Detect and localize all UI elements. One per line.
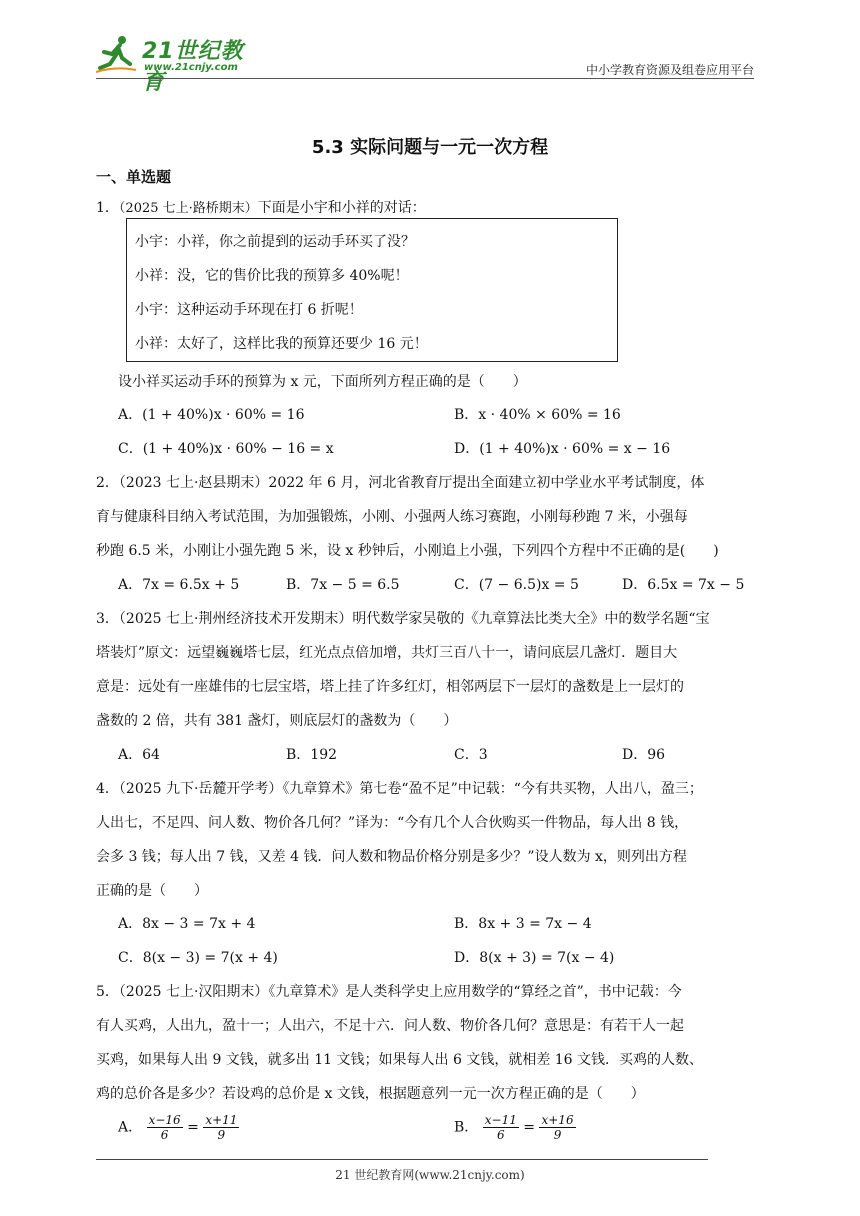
q2-option-d: D．6.5x = 7x − 5 (622, 577, 745, 593)
q1-option-b: B．x · 40% × 60% = 16 (454, 407, 621, 423)
question-2-line: 秒跑 6.5 米，小刚让小强先跑 5 米，设 x 秒钟后，小刚追上小强，下列四个方程中不正确的是( ) (96, 543, 719, 559)
dialog-box (126, 218, 618, 362)
question-2-line: 2．（2023 七上·赵县期末）2022 年 6 月，河北省教育厅提出全面建立初中学业水平考试制度，体 (96, 475, 705, 491)
fraction-numerator: x+16 (541, 1113, 574, 1127)
q2-option-a: A．7x = 6.5x + 5 (118, 577, 240, 593)
dialog-line: 小宇：这种运动手环现在打 6 折呢！ (135, 302, 363, 318)
question-3-line: 意是：远处有一座雄伟的七层宝塔，塔上挂了许多红灯，相邻两层下一层灯的盏数是上一层灯的 (96, 679, 684, 695)
runner-logo-icon (96, 34, 136, 74)
q3-option-a: A．64 (118, 747, 160, 763)
q4-option-a: A．8x − 3 = 7x + 4 (118, 916, 256, 932)
q4-option-d: D．8(x + 3) = 7(x − 4) (454, 950, 615, 966)
section-heading: 一、单选题 (96, 168, 172, 186)
fraction-denominator: 9 (217, 1128, 226, 1142)
question-4-line: 人出七，不足四、问人数、物价各几何？”译为：“今有几个人合伙购买一件物品，每人出 8 钱， (96, 815, 689, 831)
q2-option-b: B．7x − 5 = 6.5 (286, 577, 400, 593)
header-divider (96, 78, 754, 79)
fraction (483, 1113, 519, 1142)
dialog-line: 小祥：太好了，这样比我的预算还要少 16 元！ (135, 336, 428, 352)
q4-option-c: C．8(x − 3) = 7(x + 4) (118, 950, 278, 966)
q5-option-b (454, 1113, 576, 1142)
fraction-denominator: 9 (553, 1128, 562, 1142)
q3-option-b: B．192 (286, 747, 338, 763)
question-5-line: 5．（2025 七上·汉阳期末）《九章算术》是人类科学史上应用数学的“算经之首”，书中记载：今 (96, 984, 682, 1000)
q1-option-d: D．(1 + 40%)x · 60% = x − 16 (454, 441, 671, 457)
equals-sign: = (187, 1119, 199, 1136)
question-5-line: 买鸡，如果每人出 9 文钱，就多出 11 文钱；如果每人出 6 文钱，就相差 16 文钱．买鸡的人数、 (96, 1052, 704, 1068)
fraction-numerator: x+11 (205, 1113, 238, 1127)
footer-divider (96, 1159, 708, 1160)
logo-url: www.21cnjy.com (144, 62, 238, 73)
question-1-number: 1． (96, 200, 119, 216)
question-5-line: 鸡的总价各是多少？若设鸡的总价是 x 文钱，根据题意列一元一次方程正确的是（ ） (96, 1086, 645, 1102)
q5-option-a-label: A． (118, 1119, 143, 1136)
q3-option-d: D．96 (622, 747, 666, 763)
logo-title: 21世纪教育 (142, 39, 244, 95)
fraction (147, 1113, 183, 1142)
question-5-line: 有人买鸡，人出九，盈十一；人出六，不足十六．问人数、物价各几何？意思是：有若干人一起 (96, 1018, 684, 1034)
footer-text: 21 世纪教育网(www.21cnjy.com) (335, 1168, 525, 1182)
question-1-ask: 设小祥买运动手环的预算为 x 元，下面所列方程正确的是（ ） (118, 374, 527, 390)
dialog-line: 小宇：小祥，你之前提到的运动手环买了没？ (135, 234, 415, 250)
question-4-line: 4．（2025 九下·岳麓开学考）《九章算术》第七卷“盈不足”中记载：“今有共买物，人出八，盈三； (96, 781, 703, 797)
question-1-source: （2025 七上·路桥期末） (118, 201, 258, 216)
dialog-line: 小祥：没，它的售价比我的预算多 40%呢！ (135, 268, 409, 284)
q1-option-c: C．(1 + 40%)x · 60% − 16 = x (118, 441, 334, 457)
question-3-line: 塔装灯”原文：远望巍巍塔七层，红光点点倍加增，共灯三百八十一，请问底层几盏灯．题目大 (96, 645, 678, 661)
q5-option-a (118, 1113, 239, 1142)
fraction-numerator: x−11 (484, 1113, 517, 1127)
fraction-numerator: x−16 (148, 1113, 181, 1127)
q4-option-b: B．8x + 3 = 7x − 4 (454, 916, 592, 932)
question-1-text: 下面是小宇和小祥的对话： (257, 200, 426, 216)
question-1-stem (96, 197, 426, 217)
question-3-line: 3．（2025 七上·荆州经济技术开发期末）明代数学家吴敬的《九章算法比类大全》中的数学名题“宝 (96, 611, 710, 627)
question-3-line: 盏数的 2 倍，共有 381 盏灯，则底层灯的盏数为（ ） (96, 713, 458, 729)
fraction (203, 1113, 239, 1142)
q5-option-b-label: B． (454, 1119, 479, 1136)
document-title: 5.3 实际问题与一元一次方程 (311, 137, 549, 158)
equals-sign: = (523, 1119, 536, 1136)
q2-option-c: C．(7 − 6.5)x = 5 (454, 577, 579, 593)
question-4-line: 正确的是（ ） (96, 883, 208, 899)
header-slogan: 中小学教育资源及组卷应用平台 (585, 63, 754, 77)
q3-option-c: C．3 (454, 747, 488, 763)
fraction (539, 1113, 575, 1142)
q1-option-a: A．(1 + 40%)x · 60% = 16 (118, 407, 305, 423)
fraction-denominator: 6 (496, 1128, 505, 1142)
fraction-denominator: 6 (160, 1128, 169, 1142)
site-logo (96, 32, 266, 95)
question-4-line: 会多 3 钱；每人出 7 钱，又差 4 钱．问人数和物品价格分别是多少？”设人数为 x，则列出方程 (96, 849, 687, 865)
question-2-line: 育与健康科目纳入考试范围，为加强锻炼，小刚、小强两人练习赛跑，小刚每秒跑 7 米，小强每 (96, 509, 688, 525)
